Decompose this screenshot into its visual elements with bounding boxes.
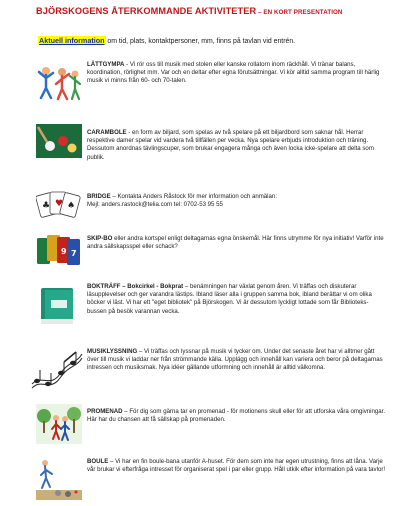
activity-name: CARAMBOLE [87,129,127,136]
exercise-icon [36,62,82,104]
activity-name: LÄTTGYMPA [87,61,125,68]
activity-body: - Vi rör oss till musik med stolen eller kanske rollatorn inom räckhåll. Vi tränar balans, koordination, rörlighet mm. Var och en deltar efter egna förutsättningar. Vi kör alltid samma program till härlig musik vi minns från 60- och 70-talen. [87,61,380,85]
activity-body: – För dig som gärna tar en promenad - för motionens skull eller för att utforska våra omgivningar. Här har du chansen att få sällskap på promenaden. [87,408,386,424]
book-icon [36,286,82,326]
svg-text:7: 7 [71,249,77,258]
activity-text [87,408,387,424]
activity-text [87,61,387,86]
activity-name: MUSIKLYSSNING [87,348,138,355]
activity-name: BOKTRÄFF – Bokcirkel - Bokprat [87,283,184,290]
boule-icon [36,456,82,500]
activity-text [87,458,387,474]
playing-cards-icon [36,190,82,220]
activity-name: BOULE [87,458,109,465]
activity-body: – Vi träffas och lyssnar på musik vi tycker om. Under det senaste året har vi alltmer gått över till musik vi laddar ner från strömmande källa. Upplägg och innehåll kan variera och beror på deltagarnas intressen och musiksmak. Nya idéer gällande utformning och innehåll är alltid välkomna. [87,348,383,372]
info-line [38,36,388,46]
activity-text [87,193,387,209]
activity-text [87,129,387,162]
info-text: om tid, plats, kontaktpersoner, mm, finns på tavlan vid entrén. [105,38,296,45]
page-title-main: BJÖRSKOGENS ÅTERKOMMANDE AKTIVITETER [36,6,257,16]
page-title [36,6,386,16]
activity-body: – benämningen har växlat genom åren. Vi träffas och diskuterar läsupplevelser och ger varandra lästips. Ibland läser alla i gruppen samma bok, ibland berättar vi om olika böcker vi läst. Vi har ett "eget bibliotek" på Björskogen. Vi är dessutom lyckligt lottade som får Biblioteks-bussen på besök varannan vecka. [87,283,372,315]
activity-name: BRIDGE [87,193,111,200]
svg-text:♠: ♠ [67,201,76,211]
activity-body: - en form av biljard, som spelas av två spelare på ett biljardbord som saknar hål. Herrar respektive damer spelar vid vardera två tillfällen per vecka. Nya spelare erbjuds introduktion och träning. Dessutom anordnas tävlingscuper, som brukar engagera många och även locka icke-spelare att delta som publik. [87,129,374,161]
walking-people-icon [36,404,82,444]
activity-name: SKIP-BO [87,235,113,242]
activity-text [87,348,387,373]
activity-text [87,283,387,316]
music-notes-icon [28,344,84,396]
skipbo-cards-icon [36,232,82,268]
billiard-icon [36,124,82,158]
contact-line: Mejl: anders.rastock@telia.com tel: 0702-53 95 55 [87,201,223,209]
svg-text:♣: ♣ [42,201,51,211]
activity-body: – Kontakta Anders Råstock för mer information och anmälan: [110,193,278,200]
svg-text:9: 9 [61,247,67,256]
page-subtitle: – EN KORT PRESENTATION [256,9,343,16]
activity-body: – Vi har en fin boule-bana utanför A-huset. För dem som inte har egen utrustning, finns att låna. Varje vår brukar vi efterfråga intresset för organiserat spel i par eller grupp. Håll utkik efter information på vara tavlor! [87,458,386,474]
activity-body: eller andra kortspel enligt deltagarnas egna önskemål. Här finns utrymme för nya initiativ! Varför inte andra sällskapsspel eller schack? [87,235,384,251]
activity-text [87,235,387,251]
svg-text:♥: ♥ [55,199,64,209]
activity-name: PROMENAD [87,408,123,415]
info-highlight: Aktuell information [39,36,105,45]
